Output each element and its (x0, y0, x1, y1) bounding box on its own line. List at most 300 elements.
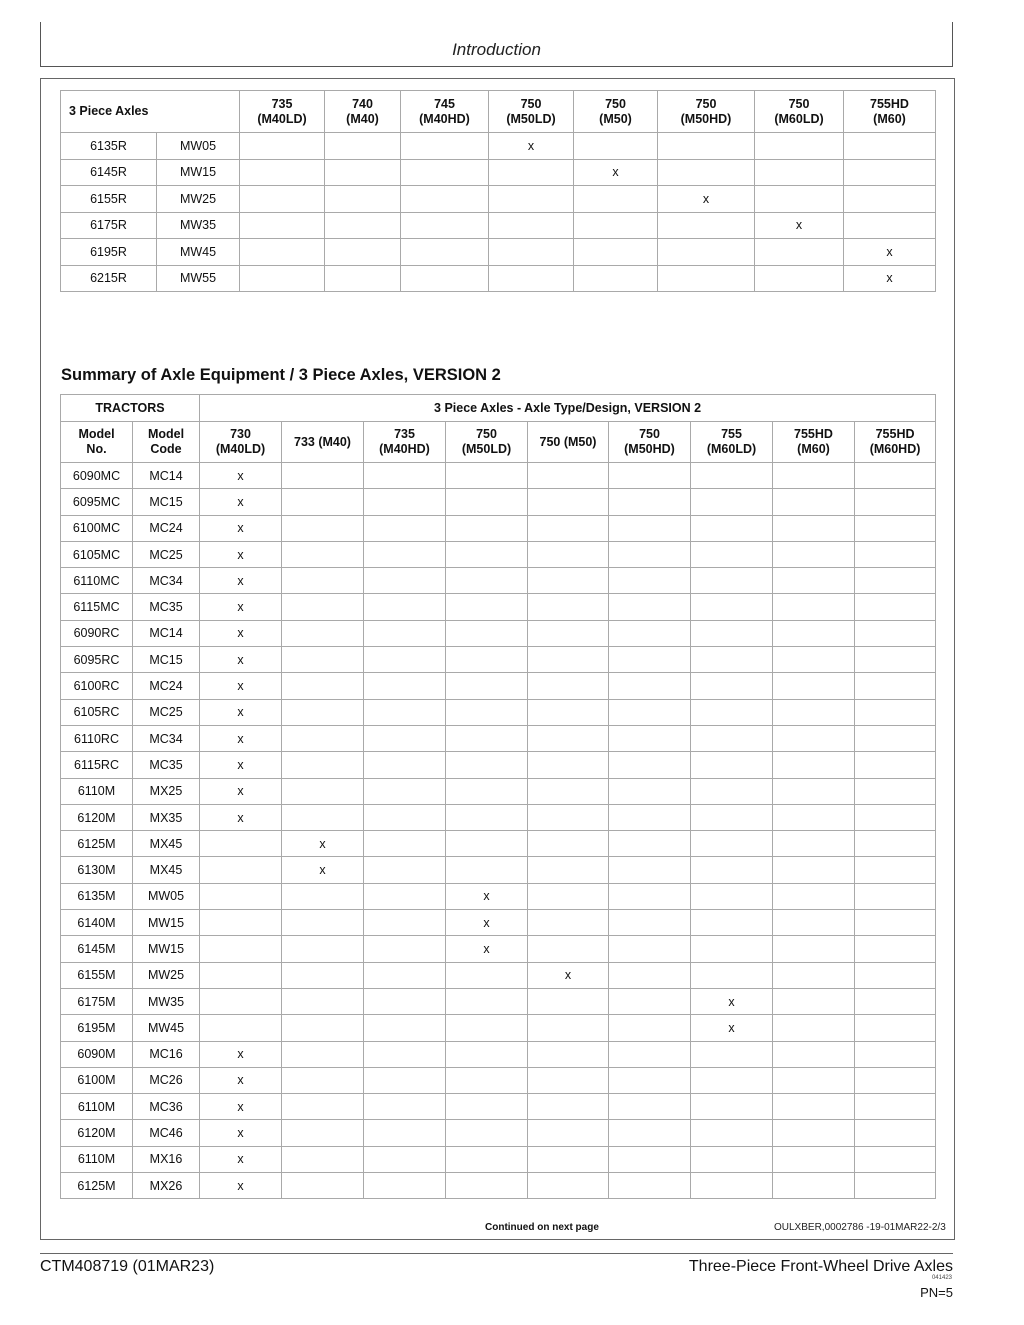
empty-cell (855, 1120, 936, 1146)
model-number-cell: 6090MC (61, 463, 133, 489)
empty-cell (609, 831, 691, 857)
empty-cell (773, 857, 855, 883)
empty-cell (609, 1120, 691, 1146)
empty-cell (446, 831, 528, 857)
empty-cell (773, 752, 855, 778)
empty-cell (855, 620, 936, 646)
group-header-row (61, 395, 936, 422)
empty-cell (401, 212, 489, 239)
empty-cell (755, 186, 844, 213)
table-row (61, 1146, 936, 1172)
empty-cell (446, 647, 528, 673)
table-row (61, 857, 936, 883)
empty-cell (691, 857, 773, 883)
empty-cell (528, 673, 609, 699)
empty-cell (528, 620, 609, 646)
empty-cell (855, 673, 936, 699)
empty-cell (691, 752, 773, 778)
table-row (61, 910, 936, 936)
empty-cell (446, 1120, 528, 1146)
table-row (61, 962, 936, 988)
table-row (61, 1173, 936, 1199)
empty-cell (364, 831, 446, 857)
empty-cell (691, 673, 773, 699)
empty-cell (773, 725, 855, 751)
empty-cell (609, 1094, 691, 1120)
empty-cell (855, 1146, 936, 1172)
empty-cell (282, 778, 364, 804)
empty-cell (609, 725, 691, 751)
model-code-cell: MX16 (133, 1146, 200, 1172)
axle-mark-cell: x (691, 988, 773, 1014)
empty-cell (325, 159, 401, 186)
axle-mark-cell: x (489, 133, 574, 160)
empty-cell (401, 239, 489, 266)
model-code-header: Model Code (133, 422, 200, 463)
model-number-cell: 6195R (61, 239, 157, 266)
empty-cell (282, 673, 364, 699)
empty-cell (691, 489, 773, 515)
table-row (61, 1120, 936, 1146)
empty-cell (691, 541, 773, 567)
empty-cell (364, 752, 446, 778)
empty-cell (489, 239, 574, 266)
empty-cell (528, 1173, 609, 1199)
empty-cell (401, 186, 489, 213)
empty-cell (446, 1146, 528, 1172)
empty-cell (364, 804, 446, 830)
axle-mark-cell: x (200, 673, 282, 699)
axle-column-header: 755 (M60LD) (691, 422, 773, 463)
model-code-cell: MC25 (133, 699, 200, 725)
empty-cell (489, 265, 574, 292)
model-code-cell: MW05 (157, 133, 240, 160)
empty-cell (282, 515, 364, 541)
model-code-cell: MW15 (133, 910, 200, 936)
empty-cell (609, 910, 691, 936)
empty-cell (855, 883, 936, 909)
empty-cell (691, 778, 773, 804)
empty-cell (282, 1067, 364, 1093)
model-code-cell: MX45 (133, 831, 200, 857)
axle-mark-cell: x (200, 489, 282, 515)
empty-cell (364, 594, 446, 620)
model-code-cell: MW25 (157, 186, 240, 213)
empty-cell (855, 1173, 936, 1199)
empty-cell (855, 1015, 936, 1041)
axle-column-header: 755HD (M60) (844, 91, 936, 133)
axle-column-header: 730 (M40LD) (200, 422, 282, 463)
model-code-cell: MC15 (133, 489, 200, 515)
empty-cell (446, 620, 528, 646)
model-code-cell: MW35 (157, 212, 240, 239)
empty-cell (528, 1015, 609, 1041)
empty-cell (773, 910, 855, 936)
empty-cell (773, 804, 855, 830)
empty-cell (282, 568, 364, 594)
empty-cell (325, 133, 401, 160)
empty-cell (446, 489, 528, 515)
empty-cell (364, 1094, 446, 1120)
model-code-cell: MC35 (133, 752, 200, 778)
model-code-cell: MW55 (157, 265, 240, 292)
empty-cell (844, 133, 936, 160)
empty-cell (658, 159, 755, 186)
model-code-cell: MC14 (133, 620, 200, 646)
empty-cell (855, 857, 936, 883)
empty-cell (691, 699, 773, 725)
empty-cell (855, 831, 936, 857)
empty-cell (844, 186, 936, 213)
table-row (61, 133, 936, 160)
model-number-cell: 6125M (61, 1173, 133, 1199)
empty-cell (489, 212, 574, 239)
empty-cell (773, 489, 855, 515)
tractors-group-header: TRACTORS (61, 395, 200, 422)
empty-cell (609, 936, 691, 962)
axle-mark-cell: x (574, 159, 658, 186)
table-row (61, 647, 936, 673)
table-row (61, 568, 936, 594)
empty-cell (446, 752, 528, 778)
empty-cell (364, 936, 446, 962)
empty-cell (364, 1041, 446, 1067)
empty-cell (401, 133, 489, 160)
empty-cell (773, 647, 855, 673)
empty-cell (609, 1173, 691, 1199)
empty-cell (446, 515, 528, 541)
table-row (61, 1041, 936, 1067)
axle-mark-cell: x (446, 883, 528, 909)
empty-cell (773, 962, 855, 988)
empty-cell (325, 212, 401, 239)
axle-mark-cell: x (200, 541, 282, 567)
empty-cell (325, 265, 401, 292)
page-header (40, 22, 953, 67)
model-number-cell: 6095MC (61, 489, 133, 515)
empty-cell (691, 936, 773, 962)
empty-cell (773, 1146, 855, 1172)
model-code-cell: MW25 (133, 962, 200, 988)
empty-cell (240, 265, 325, 292)
empty-cell (574, 265, 658, 292)
model-number-cell: 6175M (61, 988, 133, 1014)
empty-cell (609, 857, 691, 883)
model-number-cell: 6110M (61, 1094, 133, 1120)
empty-cell (855, 568, 936, 594)
model-number-cell: 6175R (61, 212, 157, 239)
axle-mark-cell: x (282, 831, 364, 857)
model-number-cell: 6155R (61, 186, 157, 213)
empty-cell (855, 594, 936, 620)
empty-cell (282, 752, 364, 778)
empty-cell (364, 910, 446, 936)
empty-cell (609, 962, 691, 988)
table-row (61, 1015, 936, 1041)
empty-cell (528, 725, 609, 751)
axle-mark-cell: x (200, 752, 282, 778)
model-code-cell: MW15 (133, 936, 200, 962)
empty-cell (691, 1067, 773, 1093)
empty-cell (240, 212, 325, 239)
table-row (61, 699, 936, 725)
empty-cell (446, 594, 528, 620)
empty-cell (325, 239, 401, 266)
table-row (61, 673, 936, 699)
empty-cell (773, 1015, 855, 1041)
empty-cell (200, 988, 282, 1014)
empty-cell (364, 541, 446, 567)
table-row (61, 831, 936, 857)
axle-column-header: 755HD (M60) (773, 422, 855, 463)
empty-cell (658, 265, 755, 292)
axle-mark-cell: x (446, 936, 528, 962)
table-row (61, 212, 936, 239)
section-heading: Summary of Axle Equipment / 3 Piece Axles, VERSION 2 (61, 366, 501, 384)
table-row (61, 988, 936, 1014)
empty-cell (855, 778, 936, 804)
empty-cell (855, 910, 936, 936)
continued-note: Continued on next page (485, 1222, 599, 1233)
model-code-cell: MC14 (133, 463, 200, 489)
empty-cell (446, 778, 528, 804)
table-row (61, 1094, 936, 1120)
empty-cell (282, 463, 364, 489)
axle-mark-cell: x (200, 620, 282, 646)
model-number-cell: 6105RC (61, 699, 133, 725)
footer-divider (40, 1253, 953, 1254)
empty-cell (401, 265, 489, 292)
empty-cell (773, 1067, 855, 1093)
table-row (61, 752, 936, 778)
empty-cell (282, 489, 364, 515)
empty-cell (755, 133, 844, 160)
empty-cell (691, 515, 773, 541)
empty-cell (446, 988, 528, 1014)
empty-cell (282, 1173, 364, 1199)
empty-cell (364, 568, 446, 594)
axle-column-header: 750 (M50HD) (658, 91, 755, 133)
axle-column-header: 750 (M50LD) (446, 422, 528, 463)
empty-cell (364, 463, 446, 489)
model-code-cell: MC35 (133, 594, 200, 620)
table-row (61, 186, 936, 213)
empty-cell (691, 1094, 773, 1120)
empty-cell (855, 699, 936, 725)
empty-cell (282, 1015, 364, 1041)
empty-cell (200, 936, 282, 962)
empty-cell (691, 647, 773, 673)
empty-cell (691, 620, 773, 646)
empty-cell (609, 568, 691, 594)
model-number-cell: 6120M (61, 804, 133, 830)
axle-mark-cell: x (200, 725, 282, 751)
empty-cell (609, 699, 691, 725)
axle-mark-cell: x (200, 1173, 282, 1199)
model-number-cell: 6130M (61, 857, 133, 883)
empty-cell (755, 159, 844, 186)
axle-mark-cell: x (200, 1094, 282, 1120)
empty-cell (658, 212, 755, 239)
empty-cell (282, 1146, 364, 1172)
model-code-cell: MC34 (133, 725, 200, 751)
empty-cell (240, 186, 325, 213)
manual-id: CTM408719 (01MAR23) (40, 1258, 215, 1275)
empty-cell (528, 804, 609, 830)
model-code-cell: MC25 (133, 541, 200, 567)
empty-cell (364, 673, 446, 699)
empty-cell (446, 804, 528, 830)
empty-cell (691, 1041, 773, 1067)
empty-cell (855, 752, 936, 778)
empty-cell (446, 463, 528, 489)
empty-cell (855, 515, 936, 541)
empty-cell (325, 186, 401, 213)
table-row (61, 725, 936, 751)
model-number-cell: 6120M (61, 1120, 133, 1146)
empty-cell (528, 515, 609, 541)
table-row (61, 463, 936, 489)
header-title: Introduction (452, 40, 541, 59)
empty-cell (528, 936, 609, 962)
model-code-cell: MW45 (157, 239, 240, 266)
empty-cell (609, 778, 691, 804)
empty-cell (240, 159, 325, 186)
empty-cell (446, 1041, 528, 1067)
axle-mark-cell: x (844, 265, 936, 292)
empty-cell (658, 239, 755, 266)
axle-mark-cell: x (691, 1015, 773, 1041)
axle-column-header: 745 (M40HD) (401, 91, 489, 133)
empty-cell (609, 1067, 691, 1093)
model-number-cell: 6215R (61, 265, 157, 292)
model-number-cell: 6110RC (61, 725, 133, 751)
model-number-cell: 6095RC (61, 647, 133, 673)
model-code-cell: MC46 (133, 1120, 200, 1146)
empty-cell (528, 883, 609, 909)
empty-cell (528, 752, 609, 778)
page-number: PN=5 (920, 1285, 953, 1300)
empty-cell (528, 489, 609, 515)
empty-cell (855, 541, 936, 567)
model-number-cell: 6105MC (61, 541, 133, 567)
empty-cell (691, 594, 773, 620)
axle-column-header: 740 (M40) (325, 91, 401, 133)
empty-cell (282, 1120, 364, 1146)
manual-section-title: Three-Piece Front-Wheel Drive Axles (688, 1258, 953, 1275)
empty-cell (691, 463, 773, 489)
empty-cell (528, 857, 609, 883)
empty-cell (773, 541, 855, 567)
axle-mark-cell: x (200, 1146, 282, 1172)
empty-cell (773, 594, 855, 620)
empty-cell (282, 883, 364, 909)
table-row (61, 265, 936, 292)
empty-cell (609, 883, 691, 909)
empty-cell (364, 962, 446, 988)
model-number-cell: 6135M (61, 883, 133, 909)
empty-cell (282, 620, 364, 646)
empty-cell (691, 1120, 773, 1146)
empty-cell (364, 620, 446, 646)
axle-column-header: 750 (M50) (574, 91, 658, 133)
empty-cell (240, 133, 325, 160)
empty-cell (609, 752, 691, 778)
empty-cell (855, 804, 936, 830)
empty-cell (773, 831, 855, 857)
empty-cell (844, 212, 936, 239)
model-number-cell: 6140M (61, 910, 133, 936)
model-number-cell: 6125M (61, 831, 133, 857)
axle-mark-cell: x (658, 186, 755, 213)
empty-cell (773, 936, 855, 962)
empty-cell (446, 962, 528, 988)
empty-cell (200, 1015, 282, 1041)
empty-cell (609, 515, 691, 541)
axle-mark-cell: x (200, 804, 282, 830)
model-code-cell: MW45 (133, 1015, 200, 1041)
empty-cell (282, 988, 364, 1014)
empty-cell (609, 988, 691, 1014)
empty-cell (528, 647, 609, 673)
empty-cell (240, 239, 325, 266)
model-code-cell: MX25 (133, 778, 200, 804)
footer-code: 041423 (931, 1275, 952, 1281)
model-number-cell: 6145R (61, 159, 157, 186)
empty-cell (364, 1120, 446, 1146)
empty-cell (282, 910, 364, 936)
empty-cell (855, 936, 936, 962)
table-row (61, 778, 936, 804)
empty-cell (446, 699, 528, 725)
empty-cell (528, 541, 609, 567)
empty-cell (658, 133, 755, 160)
model-code-cell: MC26 (133, 1067, 200, 1093)
axle-mark-cell: x (200, 778, 282, 804)
model-number-cell: 6115MC (61, 594, 133, 620)
empty-cell (401, 159, 489, 186)
axle-mark-cell: x (200, 699, 282, 725)
empty-cell (364, 515, 446, 541)
empty-cell (773, 568, 855, 594)
empty-cell (773, 515, 855, 541)
axle-mark-cell: x (282, 857, 364, 883)
table-row (61, 594, 936, 620)
empty-cell (364, 699, 446, 725)
empty-cell (691, 804, 773, 830)
empty-cell (574, 239, 658, 266)
empty-cell (855, 463, 936, 489)
table-row (61, 515, 936, 541)
model-number-cell: 6145M (61, 936, 133, 962)
empty-cell (855, 1094, 936, 1120)
model-code-cell: MX26 (133, 1173, 200, 1199)
empty-cell (609, 594, 691, 620)
axle-column-header: 733 (M40) (282, 422, 364, 463)
table-row (61, 159, 936, 186)
model-code-cell: MC15 (133, 647, 200, 673)
empty-cell (855, 489, 936, 515)
empty-cell (200, 962, 282, 988)
empty-cell (528, 1120, 609, 1146)
model-code-cell: MC16 (133, 1041, 200, 1067)
axle-mark-cell: x (844, 239, 936, 266)
empty-cell (282, 804, 364, 830)
model-code-cell: MC24 (133, 673, 200, 699)
table-row (61, 883, 936, 909)
table-row (61, 936, 936, 962)
model-number-cell: 6115RC (61, 752, 133, 778)
